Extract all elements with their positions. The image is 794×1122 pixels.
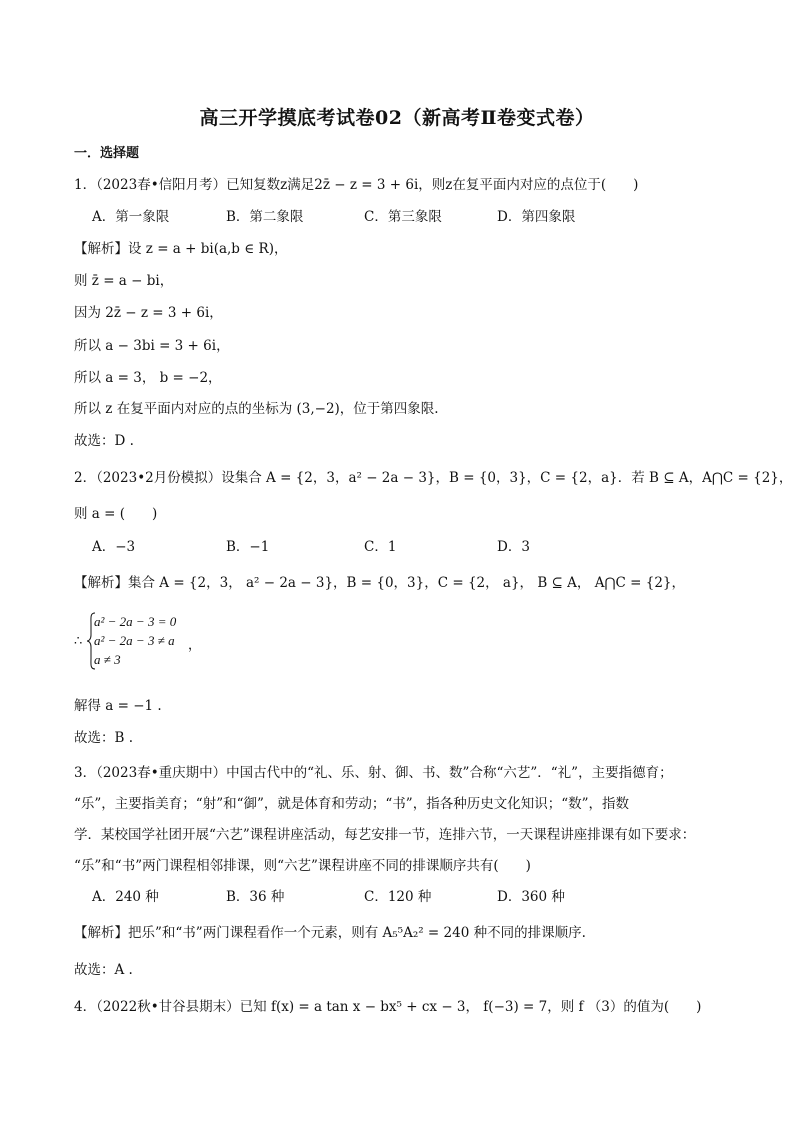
q3-option-b: B．36 种 xyxy=(226,889,285,905)
section-heading: 一．选择题 xyxy=(74,146,140,161)
equation-system xyxy=(74,612,234,672)
page-title: 高三开学摸底考试卷02（新高考Ⅱ卷变式卷） xyxy=(199,107,595,129)
q2-solution-intro: 【解析】集合 A = {2，3， a² − 2a − 3}，B = {0，3}，C = {2， a}， B ⊆ A， A⋂C = {2}， xyxy=(74,575,686,591)
q4-stem: 4．（2022秋•甘谷县期末）已知 f(x) = a tan x − bx⁵ + cx − 3， f(−3) = 7，则 f （3）的值为( ) xyxy=(74,999,702,1015)
q3-option-a: A．240 种 xyxy=(92,889,159,905)
q3-stem-line: “乐”和“书”两门课程相邻排课，则“六艺”课程讲座不同的排课顺序共有( ) xyxy=(74,858,531,874)
system-equation: a ≠ 3 xyxy=(94,652,121,667)
q1-option-a: A．第一象限 xyxy=(92,209,170,225)
q1-option-b: B．第二象限 xyxy=(226,209,304,225)
q3-stem-line: 3．（2023春•重庆期中）中国古代中的“礼、乐、射、御、书、数”合称“六艺”．“礼”，主要指德育； xyxy=(74,765,673,781)
q2-stem: 2．（2023•2月份模拟）设集合 A = {2，3，a² − 2a − 3}，B = {0，3}，C = {2，a}．若 B ⊆ A，A⋂C = {2}， xyxy=(74,470,793,486)
q1-solution-line: 所以 z 在复平面内对应的点的坐标为 (3,−2)，位于第四象限. xyxy=(74,401,439,417)
q1-stem: 1．（2023春•信阳月考）已知复数z满足2z̄ − z = 3 + 6i，则z在复平面内对应的点位于( ) xyxy=(74,177,639,193)
q2-answer: 故选：B . xyxy=(74,730,134,746)
q2-stem-cont: 则 a = ( ) xyxy=(74,506,158,522)
q3-option-c: C．120 种 xyxy=(364,889,432,905)
q2-result: 解得 a = −1 . xyxy=(74,698,162,714)
q1-answer: 故选：D . xyxy=(74,433,134,449)
q2-option-d: D．3 xyxy=(497,539,530,555)
therefore-symbol: ∴ xyxy=(74,634,83,649)
q2-option-a: A．−3 xyxy=(92,539,136,555)
q1-solution-line: 所以 a − 3bi = 3 + 6i， xyxy=(74,338,230,354)
q1-solution-line: 则 z̄ = a − bi， xyxy=(74,273,174,289)
q1-solution-line: 所以 a = 3， b = −2， xyxy=(74,370,222,386)
q1-solution-line: 因为 2z̄ − z = 3 + 6i， xyxy=(74,305,223,321)
q1-option-d: D．第四象限 xyxy=(497,209,576,225)
q2-option-c: C．1 xyxy=(364,539,397,555)
q3-solution: 【解析】把乐”和“书”两门课程看作一个元素，则有 A₅⁵A₂² = 240 种不同的排课顺序. xyxy=(74,925,586,941)
q1-solution-line: 【解析】设 z = a + bi(a,b ∈ R)， xyxy=(74,241,288,257)
system-equation: a² − 2a − 3 ≠ a xyxy=(94,633,175,648)
system-end-comma: ， xyxy=(188,638,202,653)
q3-option-d: D．360 种 xyxy=(497,889,565,905)
q3-stem-line: 学．某校国学社团开展“六艺”课程讲座活动，每艺安排一节，连排六节，一天课程讲座排课有如下要求： xyxy=(74,827,696,843)
q3-stem-line: “乐”，主要指美育；“射”和“御”，就是体育和劳动；“书”，指各种历史文化知识；“数”，指数 xyxy=(74,796,630,812)
q2-option-b: B．−1 xyxy=(226,539,270,555)
q1-option-c: C．第三象限 xyxy=(364,209,442,225)
system-equation: a² − 2a − 3 = 0 xyxy=(94,614,177,629)
q3-answer: 故选：A . xyxy=(74,962,133,978)
